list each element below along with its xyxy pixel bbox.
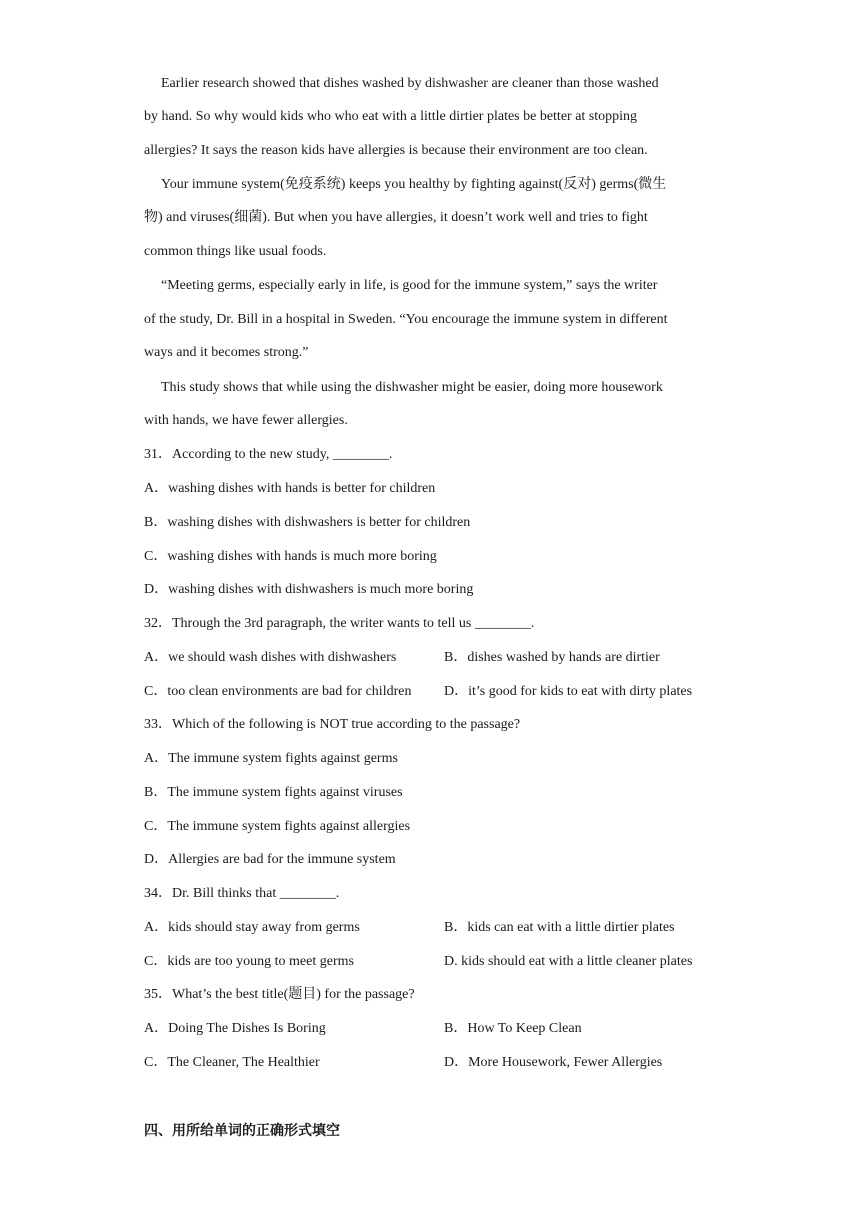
question-31-stem: 31．According to the new study, ________. <box>144 447 393 462</box>
passage-p4-line1: This study shows that while using the dishwasher might be easier, doing more housework <box>161 380 663 395</box>
question-31-option-d: D．washing dishes with dishwashers is much more boring <box>144 582 474 597</box>
question-33-option-a: A．The immune system fights against germs <box>144 751 398 766</box>
question-32-stem: 32．Through the 3rd paragraph, the writer wants to tell us ________. <box>144 616 535 631</box>
question-32-option-b: B．dishes washed by hands are dirtier <box>444 650 660 665</box>
passage-p2-line3: common things like usual foods. <box>144 244 327 259</box>
passage-p3-line1: “Meeting germs, especially early in life, is good for the immune system,” says the writer <box>161 278 658 293</box>
question-33-option-c: C．The immune system fights against allergies <box>144 819 411 834</box>
question-35-option-c: C．The Cleaner, The Healthier <box>144 1055 320 1070</box>
question-35-option-a: A．Doing The Dishes Is Boring <box>144 1021 326 1036</box>
question-34-option-b: B．kids can eat with a little dirtier plates <box>444 920 675 935</box>
passage-p2-line1: Your immune system(免疫系统) keeps you healthy by fighting against(反对) germs(微生 <box>161 177 667 192</box>
question-32-option-c: C．too clean environments are bad for children <box>144 684 412 699</box>
passage-p3-line2: of the study, Dr. Bill in a hospital in Sweden. “You encourage the immune system in different <box>144 312 668 327</box>
passage-p1-line1: Earlier research showed that dishes washed by dishwasher are cleaner than those washed <box>161 76 659 91</box>
passage-p1-line2: by hand. So why would kids who who eat with a little dirtier plates be better at stopping <box>144 109 638 124</box>
passage-p1-line3: allergies? It says the reason kids have allergies is because their environment are too clean. <box>144 143 648 158</box>
question-33-stem: 33．Which of the following is NOT true according to the passage? <box>144 717 521 732</box>
question-34-stem: 34．Dr. Bill thinks that ________. <box>144 886 340 901</box>
question-34-option-a: A．kids should stay away from germs <box>144 920 360 935</box>
passage-p4-line2: with hands, we have fewer allergies. <box>144 413 348 428</box>
passage-p2-line2: 物) and viruses(细菌). But when you have allergies, it doesn’t work well and tries to fight <box>144 210 648 225</box>
question-31-option-b: B．washing dishes with dishwashers is better for children <box>144 515 471 530</box>
passage-p3-line3: ways and it becomes strong.” <box>144 345 309 360</box>
question-35-stem: 35．What’s the best title(题目) for the passage? <box>144 987 415 1002</box>
question-33-option-b: B．The immune system fights against viruses <box>144 785 403 800</box>
section-4-heading: 四、用所给单词的正确形式填空 <box>144 1123 340 1139</box>
question-34-option-d: D. kids should eat with a little cleaner plates <box>444 954 693 969</box>
question-32-option-a: A．we should wash dishes with dishwashers <box>144 650 397 665</box>
question-35-option-b: B．How To Keep Clean <box>444 1021 582 1036</box>
question-31-option-a: A．washing dishes with hands is better for children <box>144 481 436 496</box>
question-35-option-d: D．More Housework, Fewer Allergies <box>444 1055 663 1070</box>
question-31-option-c: C．washing dishes with hands is much more boring <box>144 549 437 564</box>
question-34-option-c: C．kids are too young to meet germs <box>144 954 354 969</box>
question-33-option-d: D．Allergies are bad for the immune system <box>144 852 396 867</box>
question-32-option-d: D．it’s good for kids to eat with dirty plates <box>444 684 693 699</box>
